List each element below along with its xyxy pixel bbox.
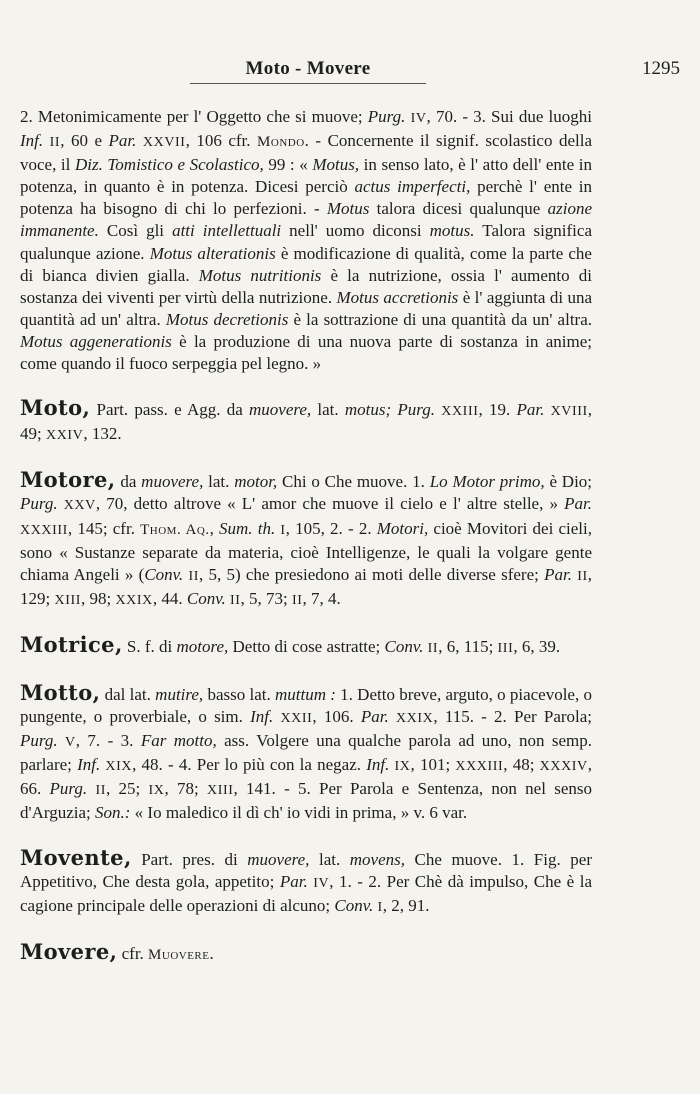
entry-text: da muovere, lat. motor, Chi o Che muove. 1. Lo Motor primo, è Dio; Purg. XXV, 70, detto altrove « L' amor che muove il cielo e l' altre stelle, » Par. XXXIII, 145; cfr. Thom. Aq., Sum. th. I, 105, 2. - 2. Motori, cioè Movitori dei cieli, sono « Sustanze separate da materia, cioè Intelligenze, le quali la volgare gente chiama Angeli » (Conv. II, 5, 5) che presiedono ai moti delle diverse sfere; Par. II, 129; XIII, 98; XXIX, 44. Conv. II, 5, 73; II, 7, 4. xyxy=(20,472,593,608)
entry-motore xyxy=(20,469,592,612)
entry-movente xyxy=(20,844,593,919)
entry-text: Part. pass. e Agg. da muovere, lat. motus; Purg. XXIII, 19. Par. XVIII, 49; XXIV, 132. xyxy=(20,400,593,444)
entry-lemma: Movere, xyxy=(20,938,118,964)
entry-text: S. f. di motore, Detto di cose astratte; Conv. II, 6, 115; III, 6, 39. xyxy=(126,636,561,656)
entry-moto-continuation xyxy=(20,104,592,375)
page-body xyxy=(20,104,592,966)
header-rule xyxy=(190,83,426,84)
page-number: 1295 xyxy=(642,58,680,79)
entry-lemma: Movente, xyxy=(20,844,132,870)
entry-text: Part. pres. di muovere, lat. movens, Che muove. 1. Fig. per Appetitivo, Che desta gola, appetito; Par. IV, 1. - 2. Per Chè dà impulso, Che è la cagione principale delle operazioni di alcuno; Conv. I, 2, 91. xyxy=(20,849,593,915)
running-header xyxy=(20,54,680,84)
entry-movere xyxy=(20,938,592,966)
header-title: Moto - Movere xyxy=(245,58,371,79)
entry-text: 2. Metonimicamente per l' Oggetto che si muove; Purg. IV, 70. - 3. Sui due luoghi Inf. II, 60 e Par. XXVII, 106 cfr. Mondo. - Concernente il signif. scolastico della voce, il Diz. Tomistico e Scolastico, 99 : « Motus, in senso lato, è l' atto dell' ente in potenza, in quanto è in potenza. Dicesi perciò actus imperfecti, perchè l' ente in potenza ha bisogno di chi lo perfezioni. - Motus talora dicesi qualunque azione immanente. Così gli atti intellettuali nell' uomo diconsi motus. Talora significa qualunque azione. Motus alterationis è modificazione di qualità, come la parte che di bianca divien gialla. Motus nutritionis è la nutrizione, ossia l' aumento di sostanza dei viventi per virtù della nutrizione. Motus accretionis è l' aggiunta di una quantità ad un' altra. Motus decretionis è la sottrazione di una quantità da un' altra. Motus aggenerationis è la produzione di una nuova parte di sostanza in anime; come quando il fuoco serpeggia pel legno. » xyxy=(20,107,593,374)
entry-text: dal lat. mutire, basso lat. muttum : 1. Detto breve, arguto, o piacevole, o pungente, o proverbiale, o sim. Inf. XXII, 106. Par. XXIX, 115. - 2. Per Parola; Purg. V, 7. - 3. Far motto, ass. Volgere una qualche parola ad uno, non semp. parlare; Inf. XIX, 48. - 4. Per lo più con la negaz. Inf. IX, 101; XXXIII, 48; XXXIV, 66. Purg. II, 25; IX, 78; XIII, 141. - 5. Per Parola e Sentenza, non nel senso d'Arguzia; Son.: « Io maledico il dì ch' io vidi in prima, » v. 6 var. xyxy=(20,684,593,823)
entry-lemma: Moto, xyxy=(20,395,91,421)
entry-motto xyxy=(20,679,593,825)
entry-motrice xyxy=(20,631,592,660)
entry-lemma: Motto, xyxy=(20,679,101,705)
entry-text: cfr. Muovere. xyxy=(121,943,214,963)
entry-lemma: Motore, xyxy=(20,467,116,493)
entry-moto xyxy=(20,397,592,447)
entry-lemma: Motrice, xyxy=(20,631,123,657)
